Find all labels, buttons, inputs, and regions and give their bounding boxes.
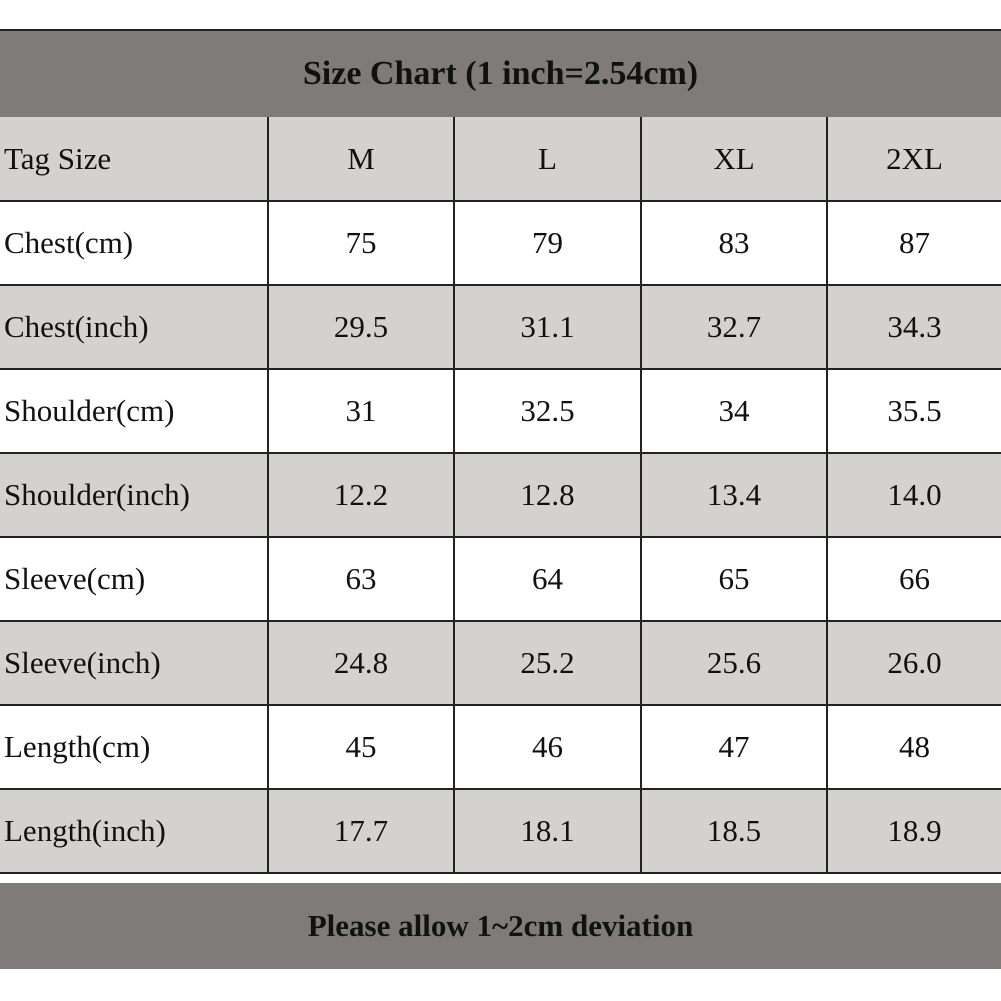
row-label: Sleeve(cm) xyxy=(0,537,268,621)
table-cell: 12.2 xyxy=(268,453,454,537)
table-cell: 25.6 xyxy=(641,621,827,705)
size-table-body xyxy=(0,117,1001,873)
table-cell: 34.3 xyxy=(827,285,1001,369)
size-header-xl: XL xyxy=(641,117,827,201)
footer-note-bar xyxy=(0,883,1001,969)
table-cell: 32.7 xyxy=(641,285,827,369)
size-header-m: M xyxy=(268,117,454,201)
table-cell: 31.1 xyxy=(454,285,641,369)
table-cell: 83 xyxy=(641,201,827,285)
table-cell: 25.2 xyxy=(454,621,641,705)
table-cell: 75 xyxy=(268,201,454,285)
table-cell: 12.8 xyxy=(454,453,641,537)
chart-title: Size Chart (1 inch=2.54cm) xyxy=(302,55,699,92)
table-row xyxy=(0,621,1001,705)
row-label: Sleeve(inch) xyxy=(0,621,268,705)
table-cell: 65 xyxy=(641,537,827,621)
table-row xyxy=(0,453,1001,537)
table-cell: 26.0 xyxy=(827,621,1001,705)
header-label: Tag Size xyxy=(0,117,268,201)
table-cell: 64 xyxy=(454,537,641,621)
table-cell: 18.5 xyxy=(641,789,827,873)
table-cell: 48 xyxy=(827,705,1001,789)
table-cell: 79 xyxy=(454,201,641,285)
row-label: Length(inch) xyxy=(0,789,268,873)
size-header-2xl: 2XL xyxy=(827,117,1001,201)
table-row xyxy=(0,705,1001,789)
table-cell: 17.7 xyxy=(268,789,454,873)
table-cell: 35.5 xyxy=(827,369,1001,453)
table-cell: 66 xyxy=(827,537,1001,621)
table-cell: 87 xyxy=(827,201,1001,285)
chart-title-bar xyxy=(0,31,1001,117)
table-cell: 46 xyxy=(454,705,641,789)
table-cell: 24.8 xyxy=(268,621,454,705)
row-label: Length(cm) xyxy=(0,705,268,789)
table-cell: 63 xyxy=(268,537,454,621)
table-cell: 13.4 xyxy=(641,453,827,537)
table-row xyxy=(0,201,1001,285)
table-cell: 47 xyxy=(641,705,827,789)
row-label: Chest(cm) xyxy=(0,201,268,285)
table-cell: 14.0 xyxy=(827,453,1001,537)
row-label: Shoulder(cm) xyxy=(0,369,268,453)
size-header-l: L xyxy=(454,117,641,201)
table-row xyxy=(0,537,1001,621)
table-cell: 34 xyxy=(641,369,827,453)
table-row xyxy=(0,369,1001,453)
row-label: Shoulder(inch) xyxy=(0,453,268,537)
table-cell: 29.5 xyxy=(268,285,454,369)
size-table xyxy=(0,117,1001,874)
table-row xyxy=(0,285,1001,369)
table-cell: 18.1 xyxy=(454,789,641,873)
table-row xyxy=(0,789,1001,873)
table-cell: 31 xyxy=(268,369,454,453)
table-cell: 45 xyxy=(268,705,454,789)
footer-note: Please allow 1~2cm deviation xyxy=(307,908,694,943)
row-label: Chest(inch) xyxy=(0,285,268,369)
table-cell: 18.9 xyxy=(827,789,1001,873)
header-row xyxy=(0,117,1001,201)
table-cell: 32.5 xyxy=(454,369,641,453)
